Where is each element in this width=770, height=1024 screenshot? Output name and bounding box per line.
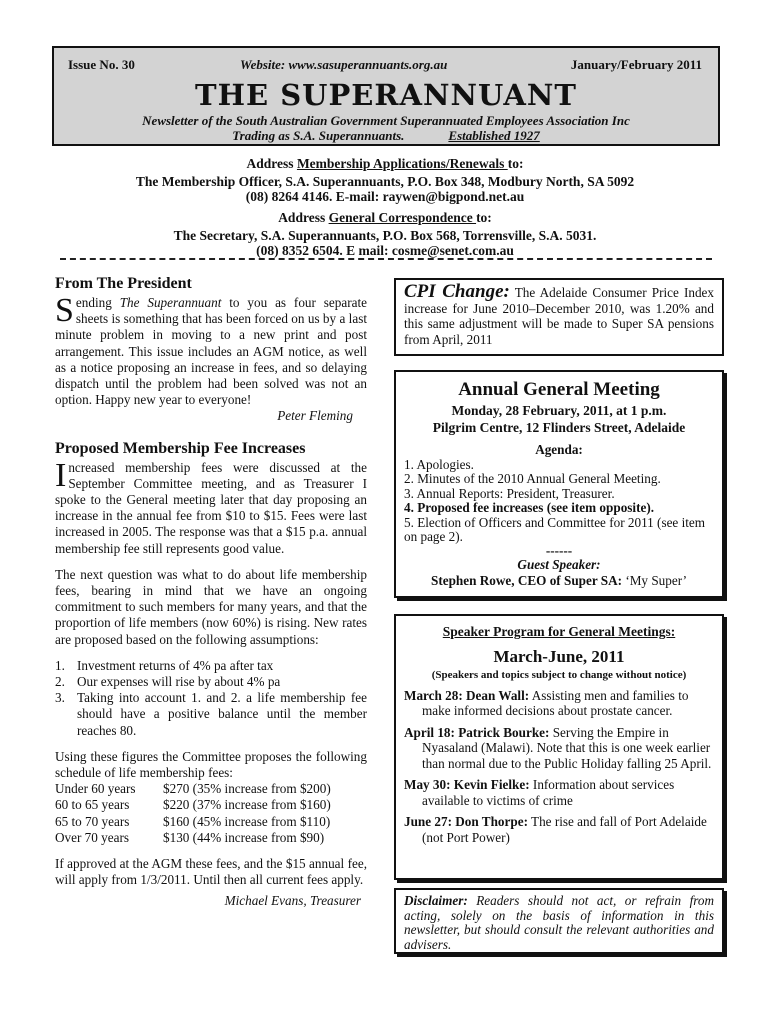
president-message (55, 292, 367, 408)
cpi-heading: CPI Change: (404, 281, 510, 302)
membership-prefix: Address (246, 156, 297, 171)
schedule-fee: $270 (35% increase from $200) (163, 781, 331, 797)
agenda-item: 5. Election of Officers and Committee for 2011 (see item on page 2). (404, 514, 706, 545)
membership-address-heading (40, 156, 730, 171)
agenda-item: 2. Minutes of the 2010 Annual General Meeting. (404, 471, 661, 487)
agm-box (394, 370, 724, 598)
fees-paragraph-3: Using these figures the Committee proposes the following schedule of life membership fees: (55, 748, 367, 781)
schedule-age: 60 to 65 years (55, 797, 130, 813)
schedule-row (55, 797, 367, 813)
disclaimer-label: Disclaimer: (404, 893, 468, 908)
membership-contact-line: (08) 8264 4146. E-mail: raywen@bigpond.net.au (245, 189, 525, 204)
president-text-b: to you as four separate sheets is something that has been forced on us by a last minute problem in moving to a new print and post arrangement. This issue includes an AGM notice, as well as a notice proposing an increase in fees, and so delaying dispatch until the problem had been solved was not an option. Happy new year to everyone! (55, 295, 367, 408)
correspondence-address-block (40, 210, 730, 258)
newsletter-subtitle (54, 113, 718, 143)
subtitle-line-2 (54, 128, 718, 143)
agm-heading: Annual General Meeting (458, 379, 660, 400)
list-text: Taking into account 1. and 2. a life membership fee should have a positive balance until the member reaches 80. (77, 690, 367, 738)
membership-label: Membership Applications/Renewals (296, 156, 508, 171)
list-number: 2. (55, 674, 65, 690)
left-column (55, 274, 367, 909)
list-item (55, 674, 367, 690)
disclaimer-text: Readers should not act, or refrain from acting, solely on the basis of information in this newsletter, but should consult the relevant authorities and advisers. (404, 893, 714, 952)
fee-schedule (55, 781, 367, 846)
agenda-item: 4. Proposed fee increases (see item opposite). (404, 500, 655, 516)
agenda-item: 3. Annual Reports: President, Treasurer. (404, 485, 615, 501)
speaker-event-topic: Serving the Empire in Nyasaland (Malawi). Note that this is one week earlier than normal due to the Public Holiday falling 25 April. (422, 724, 712, 771)
fees-paragraph-4: If approved at the AGM these fees, and the $15 annual fee, will apply from 1/3/2011. Until then all current fees apply. (55, 856, 367, 888)
speaker-event-topic: Information about services available to victims of crime (422, 777, 675, 808)
list-item (55, 690, 367, 739)
list-text: Our expenses will rise by about 4% pa (77, 674, 281, 690)
correspondence-address-line: The Secretary, S.A. Superannuants, P.O. Box 568, Torrensville, S.A. 5031. (173, 228, 597, 243)
agm-date: Monday, 28 February, 2011, at 1 p.m. (451, 403, 667, 418)
list-number: 3. (55, 690, 65, 706)
newsletter-title: THE SUPERANNUANT (195, 78, 577, 112)
schedule-fee: $160 (45% increase from $110) (163, 813, 331, 829)
speaker-event (404, 814, 714, 845)
speaker-program-months: March-June, 2011 (493, 646, 625, 666)
schedule-row (55, 781, 367, 797)
schedule-row (55, 814, 367, 830)
issue-number: Issue No. 30 (68, 57, 135, 72)
section-divider (60, 258, 712, 262)
speaker-event-who: May 30: Kevin Fielke: (404, 777, 530, 792)
agenda-heading: Agenda: (535, 442, 583, 457)
fees-heading: Proposed Membership Fee Increases (55, 439, 306, 457)
schedule-row (55, 830, 367, 846)
speaker-event-who: June 27: Don Thorpe: (404, 814, 528, 829)
disclaimer-box (394, 888, 724, 954)
speaker-event-who: March 28: Dean Wall: (404, 687, 530, 703)
schedule-age: Under 60 years (55, 781, 136, 797)
fees-paragraph-1-text: ncreased membership fees were discussed at the September Committee meeting, and as Treasurer I spoke to the General meeting later that day proposing an increase in the annual fee from $10 to $15. Fees were last increased in 2005. The response was that a $15 p.a. annual membership fee still represents good value. (55, 459, 367, 556)
list-number: 1. (55, 657, 65, 673)
treasurer-signature: Michael Evans, Treasurer (224, 892, 361, 908)
list-item (55, 658, 367, 674)
speaker-event (404, 725, 714, 772)
website-link[interactable]: Website: www.sasuperannuants.org.au (240, 57, 448, 72)
cpi-text: The Adelaide Consumer Price Index increase for June 2010–December 2010, was 1.20% and this same adjustment will be made to Super SA pensions from April, 2011 (404, 285, 715, 347)
schedule-fee: $130 (44% increase from $90) (163, 829, 325, 845)
president-signature: Peter Fleming (277, 408, 353, 424)
president-text-title: The Superannuant (119, 295, 222, 310)
fees-dropcap: I (55, 456, 67, 494)
trading-name: Trading as S.A. Superannuants. (232, 128, 405, 143)
subtitle-line-1: Newsletter of the South Australian Government Superannuated Employees Association Inc (142, 113, 630, 128)
correspondence-address-heading (40, 210, 730, 225)
agm-venue: Pilgrim Centre, 12 Flinders Street, Adelaide (432, 420, 686, 435)
guest-speaker-heading: Guest Speaker: (517, 557, 601, 573)
issue-date: January/February 2011 (570, 57, 702, 72)
fees-paragraph-2: The next question was what to do about life membership fees, bearing in mind that we have an ongoing commitment to such members for many years, and that the proportion of life members (now 60%) is rising. New rates are proposed based on the following assumptions: (55, 566, 367, 647)
membership-address-line: The Membership Officer, S.A. Superannuants, P.O. Box 348, Modbury North, SA 5092 (135, 174, 635, 189)
list-text: Investment returns of 4% pa after tax (77, 657, 274, 673)
established-year: Established 1927 (448, 128, 540, 143)
masthead (52, 46, 720, 146)
correspondence-contact-line: (08) 8352 6504. E mail: cosme@senet.com.au (256, 243, 514, 258)
speaker-event-topic: The rise and fall of Port Adelaide (not Port Power) (422, 814, 707, 845)
correspondence-suffix: to: (476, 210, 492, 225)
guest-speaker (404, 573, 714, 589)
membership-suffix: to: (507, 156, 524, 171)
president-heading: From The President (55, 275, 192, 292)
president-text-a: ending (75, 295, 120, 310)
agenda-item: 1. Apologies. (404, 456, 474, 472)
speaker-event-who: April 18: Patrick Bourke: (404, 724, 550, 740)
fees-paragraph-1 (55, 456, 367, 557)
schedule-fee: $220 (37% increase from $160) (163, 797, 331, 813)
cpi-box (394, 278, 724, 356)
president-dropcap: S (55, 292, 74, 329)
correspondence-label: General Correspondence (328, 210, 477, 225)
speaker-program-heading: Speaker Program for General Meetings: (442, 624, 676, 639)
guest-speaker-topic: ‘My Super’ (622, 572, 687, 588)
speaker-program-box (394, 614, 724, 880)
membership-address-block (40, 156, 730, 204)
speaker-event-topic: Assisting men and families to make informed decisions about prostate cancer. (422, 687, 689, 718)
assumptions-list (55, 658, 367, 739)
speaker-program-note: (Speakers and topics subject to change without notice) (431, 668, 687, 681)
schedule-age: Over 70 years (55, 829, 129, 845)
guest-speaker-name: Stephen Rowe, CEO of Super SA: (431, 572, 623, 588)
speaker-event (404, 688, 714, 719)
correspondence-prefix: Address (278, 210, 329, 225)
agenda-divider: ------ (545, 543, 573, 559)
schedule-age: 65 to 70 years (55, 813, 130, 829)
speaker-event (404, 777, 714, 808)
